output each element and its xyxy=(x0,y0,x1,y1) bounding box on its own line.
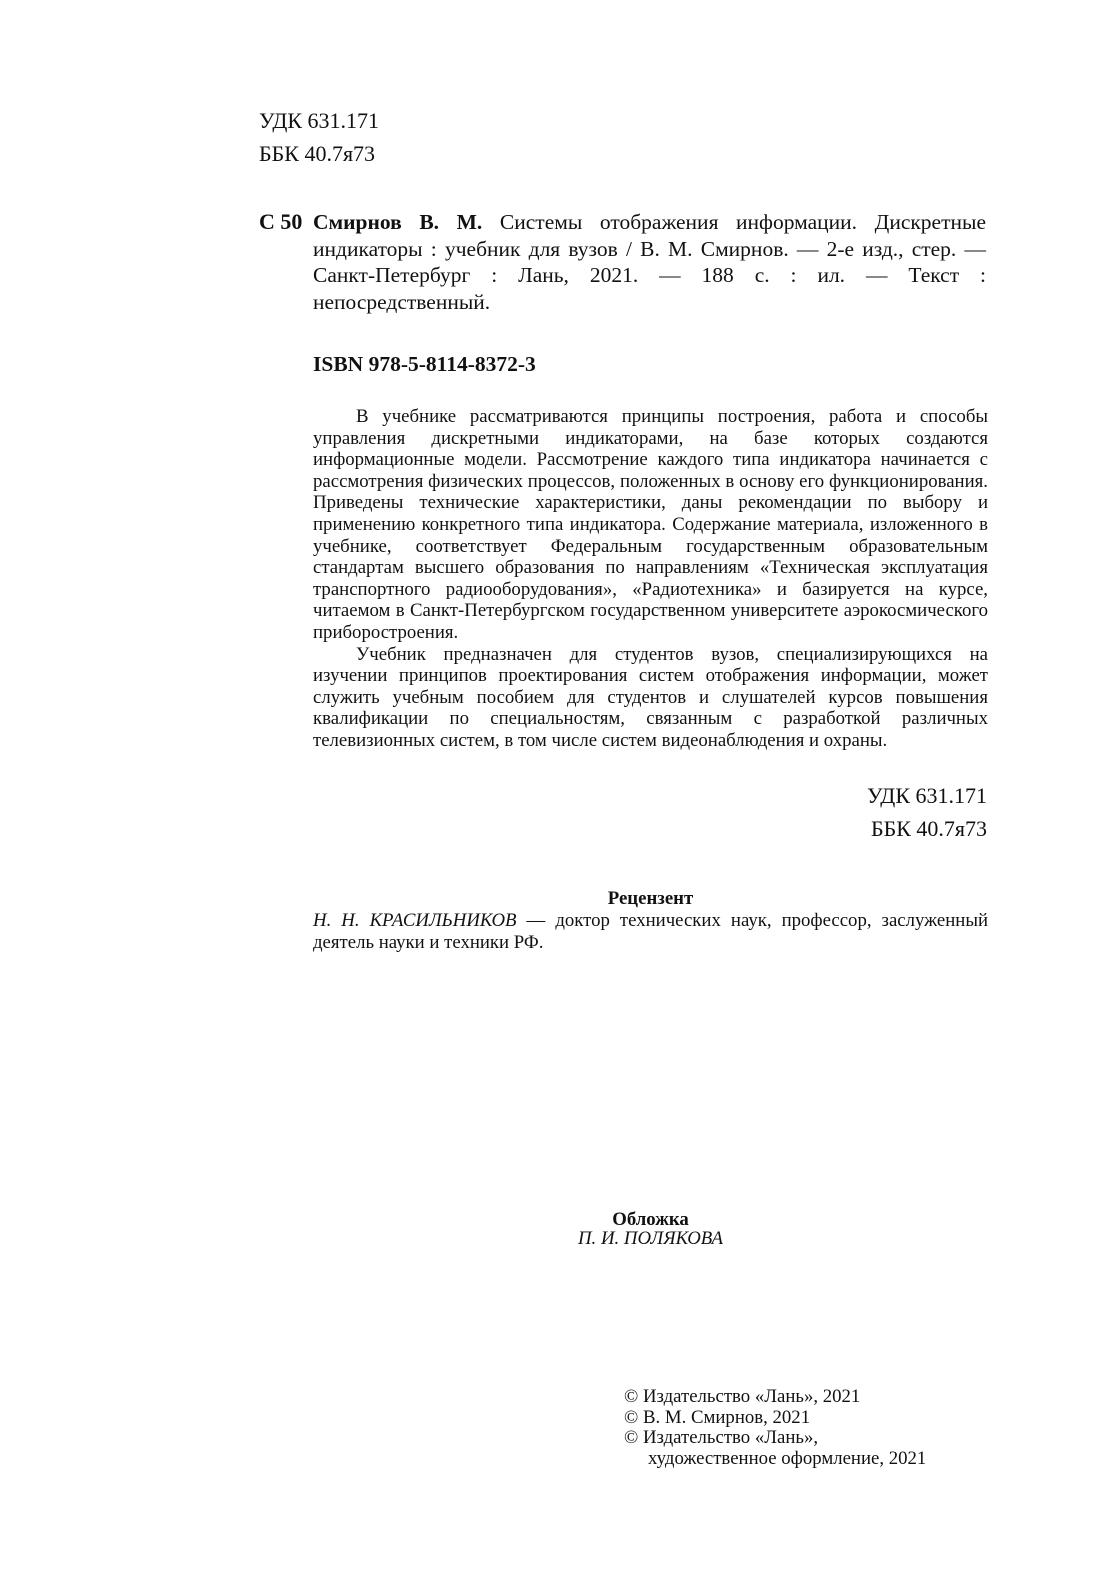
reviewer-heading: Рецензент xyxy=(607,888,694,909)
reviewer-text xyxy=(313,910,988,954)
udk-code: УДК 631.171 xyxy=(259,108,380,133)
copyright-line: © Издательство «Лань», xyxy=(624,1427,819,1448)
cover-credit xyxy=(313,1210,988,1248)
copyright-line: © Издательство «Лань», 2021 xyxy=(624,1386,861,1407)
classification-codes-top xyxy=(259,104,379,170)
catalog-entry-code: С 50 xyxy=(259,209,303,234)
bbk-code: ББК 40.7я73 xyxy=(259,141,376,166)
udk-code: УДК 631.171 xyxy=(866,783,987,808)
annotation-paragraph-1: В учебнике рассматриваются принципы построения, работа и способы управления дискретными индикаторами, на базе которых создаются информационные модели. Рассмотрение каждого типа индикатора начинается с рассмотрения физических процессов, положенных в основу его функционирования. Приведены технические характеристики, даны рекомендации по выбору и применению конкретного типа индикатора. Содержание материала, изложенного в учебнике, соответствует Федеральным государственным образовательным стандартам высшего образования по направлениям «Техническая эксплуатация транспортного радиооборудования», «Радиотехника» и базируется на курсе, читаемом в Санкт-Петербургском государственном университете аэрокосмического приборостроения. xyxy=(313,406,988,643)
entry-author: Смирнов В. М. xyxy=(313,210,483,234)
reviewer-name: Н. Н. КРАСИЛЬНИКОВ xyxy=(313,910,517,931)
isbn: ISBN 978-5-8114-8372-3 xyxy=(313,352,536,376)
reviewer-description: — доктор технических наук, профессор, заслуженный деятель науки и техники РФ. xyxy=(313,910,988,953)
copyright-block xyxy=(624,1387,926,1469)
copyright-line: художественное оформление, 2021 xyxy=(648,1447,927,1469)
classification-codes-bottom xyxy=(867,779,987,845)
bibliographic-entry xyxy=(313,209,986,315)
entry-description: Системы отображения информации. Дискретные индикаторы : учебник для вузов / В. М. Смирнов. — 2-е изд., стер. — Санкт-Петербург : Лань, 2021. — 188 с. : ил. — Текст : непосредственный. xyxy=(313,210,986,314)
bbk-code: ББК 40.7я73 xyxy=(870,816,987,841)
copyright-line: © В. М. Смирнов, 2021 xyxy=(624,1406,811,1428)
annotation xyxy=(313,406,988,752)
annotation-paragraph-2: Учебник предназначен для студентов вузов, специализирующихся на изучении принципов проектирования систем отображения информации, может служить учебным пособием для студентов и слушателей курсов повышения квалификации по специальностям, связанным с разработкой различных телевизионных систем, в том числе систем видеонаблюдения и охраны. xyxy=(313,643,988,751)
cover-heading: Обложка xyxy=(612,1209,689,1230)
cover-designer-name: П. И. ПОЛЯКОВА xyxy=(577,1228,723,1249)
